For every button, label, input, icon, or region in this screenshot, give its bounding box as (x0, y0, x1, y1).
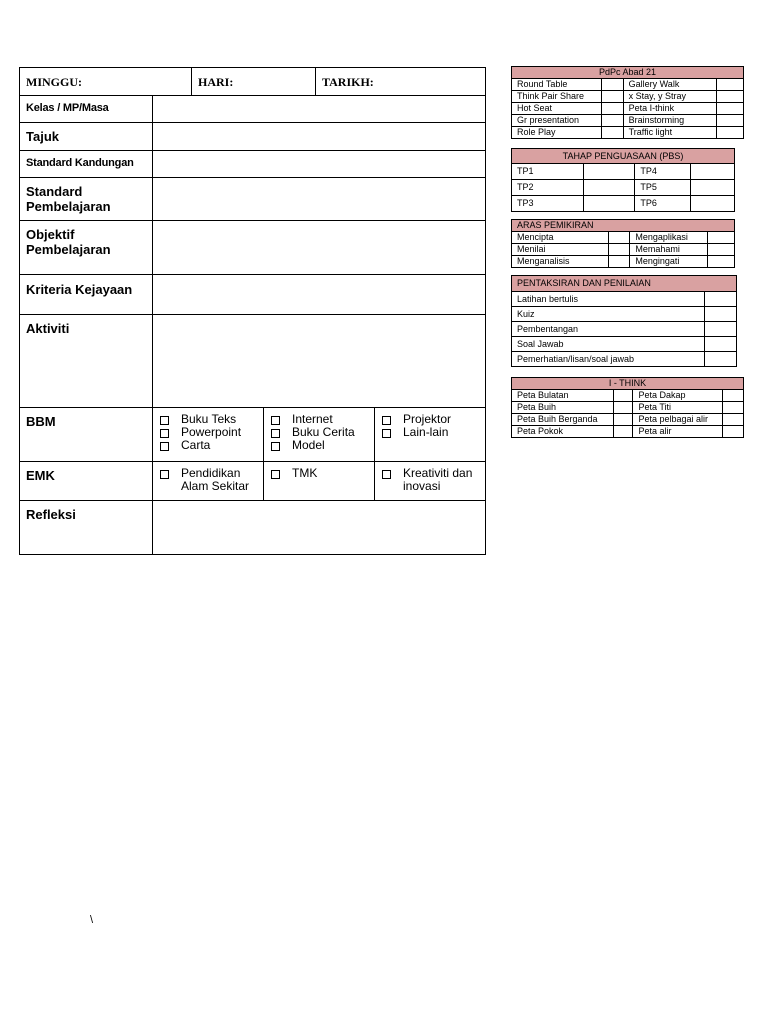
checkbox[interactable] (271, 470, 280, 479)
checkbox[interactable] (271, 416, 280, 425)
pdpc-item: x Stay, y Stray (623, 91, 717, 103)
pentaksiran-item: Pembentangan (512, 322, 705, 337)
checkbox[interactable] (160, 416, 169, 425)
bbm-option[interactable]: Powerpoint (159, 426, 257, 439)
ithink-item: Peta Dakap (633, 390, 723, 402)
check-cell[interactable] (583, 180, 635, 196)
ithink-item: Peta Titi (633, 402, 723, 414)
bbm-option[interactable]: Carta (159, 439, 257, 452)
pentaksiran-table (511, 275, 737, 367)
table-row (512, 196, 735, 212)
pbs-item: TP3 (512, 196, 584, 212)
check-cell[interactable] (608, 256, 630, 268)
table-row (512, 115, 744, 127)
table-row (512, 414, 744, 426)
checkbox[interactable] (160, 442, 169, 451)
pdpc-item: Traffic light (623, 127, 717, 139)
standard-kandungan-label: Standard Kandungan (20, 151, 153, 178)
table-row (512, 307, 737, 322)
standard-pembelajaran-line-1: Standard (26, 184, 83, 199)
checkbox[interactable] (382, 470, 391, 479)
bbm-label: BBM (20, 408, 153, 462)
checkbox[interactable] (160, 470, 169, 479)
table-row (512, 164, 735, 180)
check-cell[interactable] (705, 307, 737, 322)
stray-mark: \ (90, 914, 94, 926)
check-cell[interactable] (705, 322, 737, 337)
check-cell[interactable] (613, 426, 633, 438)
check-cell[interactable] (691, 196, 735, 212)
emk-label: EMK (20, 462, 153, 501)
objektif-label (20, 221, 153, 275)
check-cell[interactable] (583, 164, 635, 180)
pdpc-abad-21-table (511, 66, 744, 139)
pdpc-item: Gallery Walk (623, 79, 717, 91)
aktiviti-field[interactable] (153, 315, 486, 408)
table-row (512, 127, 744, 139)
pbs-item: TP4 (635, 164, 691, 180)
emk-option[interactable]: Pendidikan Alam Sekitar (159, 467, 257, 493)
check-cell[interactable] (601, 127, 623, 139)
table-row (512, 91, 744, 103)
check-cell[interactable] (708, 244, 735, 256)
check-cell[interactable] (705, 292, 737, 307)
table-row (512, 103, 744, 115)
check-cell[interactable] (608, 232, 630, 244)
pdpc-title: PdPc Abad 21 (512, 67, 744, 79)
aras-pemikiran-table (511, 219, 735, 268)
checkbox[interactable] (271, 442, 280, 451)
check-cell[interactable] (608, 244, 630, 256)
kriteria-field[interactable] (153, 275, 486, 315)
table-row (512, 292, 737, 307)
emk-col-1 (153, 462, 264, 501)
bbm-option[interactable]: Lain-lain (381, 426, 479, 439)
check-cell[interactable] (717, 127, 744, 139)
check-cell[interactable] (723, 390, 744, 402)
table-row (512, 352, 737, 367)
pbs-item: TP6 (635, 196, 691, 212)
check-cell[interactable] (717, 91, 744, 103)
check-cell[interactable] (601, 91, 623, 103)
pbs-item: TP2 (512, 180, 584, 196)
checkbox[interactable] (382, 416, 391, 425)
ithink-item: Peta Buih (512, 402, 614, 414)
check-cell[interactable] (705, 352, 737, 367)
i-think-table (511, 377, 744, 438)
table-row (512, 244, 735, 256)
table-row (512, 426, 744, 438)
tajuk-label: Tajuk (20, 123, 153, 151)
check-cell[interactable] (691, 164, 735, 180)
aras-item: Memahami (630, 244, 708, 256)
pdpc-item: Hot Seat (512, 103, 602, 115)
aras-item: Menganalisis (512, 256, 609, 268)
refleksi-field[interactable] (153, 501, 486, 555)
ithink-item: Peta Bulatan (512, 390, 614, 402)
check-cell[interactable] (583, 196, 635, 212)
ithink-item: Peta pelbagai alir (633, 414, 723, 426)
emk-col-2 (264, 462, 375, 501)
ithink-item: Peta Pokok (512, 426, 614, 438)
check-cell[interactable] (601, 103, 623, 115)
objektif-line-2: Pembelajaran (26, 242, 111, 257)
check-cell[interactable] (601, 79, 623, 91)
tarikh-label: TARIKH: (316, 68, 486, 96)
check-cell[interactable] (717, 103, 744, 115)
pbs-item: TP5 (635, 180, 691, 196)
check-cell[interactable] (723, 426, 744, 438)
pdpc-item: Think Pair Share (512, 91, 602, 103)
checkbox[interactable] (382, 429, 391, 438)
standard-pembelajaran-label (20, 178, 153, 221)
kelas-label: Kelas / MP/Masa (20, 96, 153, 123)
tajuk-field[interactable] (153, 123, 486, 151)
table-row (512, 232, 735, 244)
lesson-plan-form (19, 67, 486, 555)
check-cell[interactable] (613, 402, 633, 414)
pdpc-item: Round Table (512, 79, 602, 91)
table-row (512, 180, 735, 196)
aras-item: Menilai (512, 244, 609, 256)
check-cell[interactable] (723, 414, 744, 426)
table-row (512, 402, 744, 414)
bbm-option[interactable]: Internet (270, 413, 368, 426)
aras-item: Mengingati (630, 256, 708, 268)
table-row (512, 322, 737, 337)
pdpc-item: Role Play (512, 127, 602, 139)
check-cell[interactable] (717, 115, 744, 127)
aras-item: Mengaplikasi (630, 232, 708, 244)
bbm-option[interactable]: Buku Teks (159, 413, 257, 426)
table-row (512, 79, 744, 91)
bbm-option[interactable]: Buku Cerita (270, 426, 368, 439)
pentaksiran-item: Soal Jawab (512, 337, 705, 352)
bbm-option[interactable]: Model (270, 439, 368, 452)
pbs-table (511, 148, 735, 212)
check-cell[interactable] (613, 414, 633, 426)
table-row (512, 256, 735, 268)
pentaksiran-item: Pemerhatian/lisan/soal jawab (512, 352, 705, 367)
objektif-line-1: Objektif (26, 227, 75, 242)
bbm-option[interactable]: Projektor (381, 413, 479, 426)
objektif-field[interactable] (153, 221, 486, 275)
aktiviti-label: Aktiviti (20, 315, 153, 408)
hari-label: HARI: (192, 68, 316, 96)
ithink-item: Peta Buih Berganda (512, 414, 614, 426)
minggu-label: MINGGU: (20, 68, 192, 96)
standard-pembelajaran-line-2: Pembelajaran (26, 199, 111, 214)
pentaksiran-item: Latihan bertulis (512, 292, 705, 307)
bbm-col-1 (153, 408, 264, 462)
pdpc-item: Brainstorming (623, 115, 717, 127)
bbm-col-3 (375, 408, 486, 462)
pdpc-item: Peta I-think (623, 103, 717, 115)
refleksi-label: Refleksi (20, 501, 153, 555)
pbs-title: TAHAP PENGUASAAN (PBS) (512, 149, 735, 164)
pbs-item: TP1 (512, 164, 584, 180)
check-cell[interactable] (601, 115, 623, 127)
pentaksiran-title: PENTAKSIRAN DAN PENILAIAN (512, 276, 737, 292)
check-cell[interactable] (691, 180, 735, 196)
bbm-col-2 (264, 408, 375, 462)
standard-pembelajaran-field[interactable] (153, 178, 486, 221)
check-cell[interactable] (708, 256, 735, 268)
aras-title: ARAS PEMIKIRAN (512, 220, 735, 232)
check-cell[interactable] (613, 390, 633, 402)
check-cell[interactable] (705, 337, 737, 352)
pentaksiran-item: Kuiz (512, 307, 705, 322)
checkbox[interactable] (271, 429, 280, 438)
check-cell[interactable] (708, 232, 735, 244)
aras-item: Mencipta (512, 232, 609, 244)
emk-option[interactable]: Kreativiti dan inovasi (381, 467, 479, 493)
ithink-item: Peta alir (633, 426, 723, 438)
check-cell[interactable] (723, 402, 744, 414)
table-row (512, 337, 737, 352)
pdpc-item: Gr presentation (512, 115, 602, 127)
ithink-title: I - THINK (512, 378, 744, 390)
emk-col-3 (375, 462, 486, 501)
table-row (512, 390, 744, 402)
emk-option[interactable]: TMK (270, 467, 368, 480)
kriteria-label: Kriteria Kejayaan (20, 275, 153, 315)
check-cell[interactable] (717, 79, 744, 91)
checkbox[interactable] (160, 429, 169, 438)
standard-kandungan-field[interactable] (153, 151, 486, 178)
kelas-field[interactable] (153, 96, 486, 123)
